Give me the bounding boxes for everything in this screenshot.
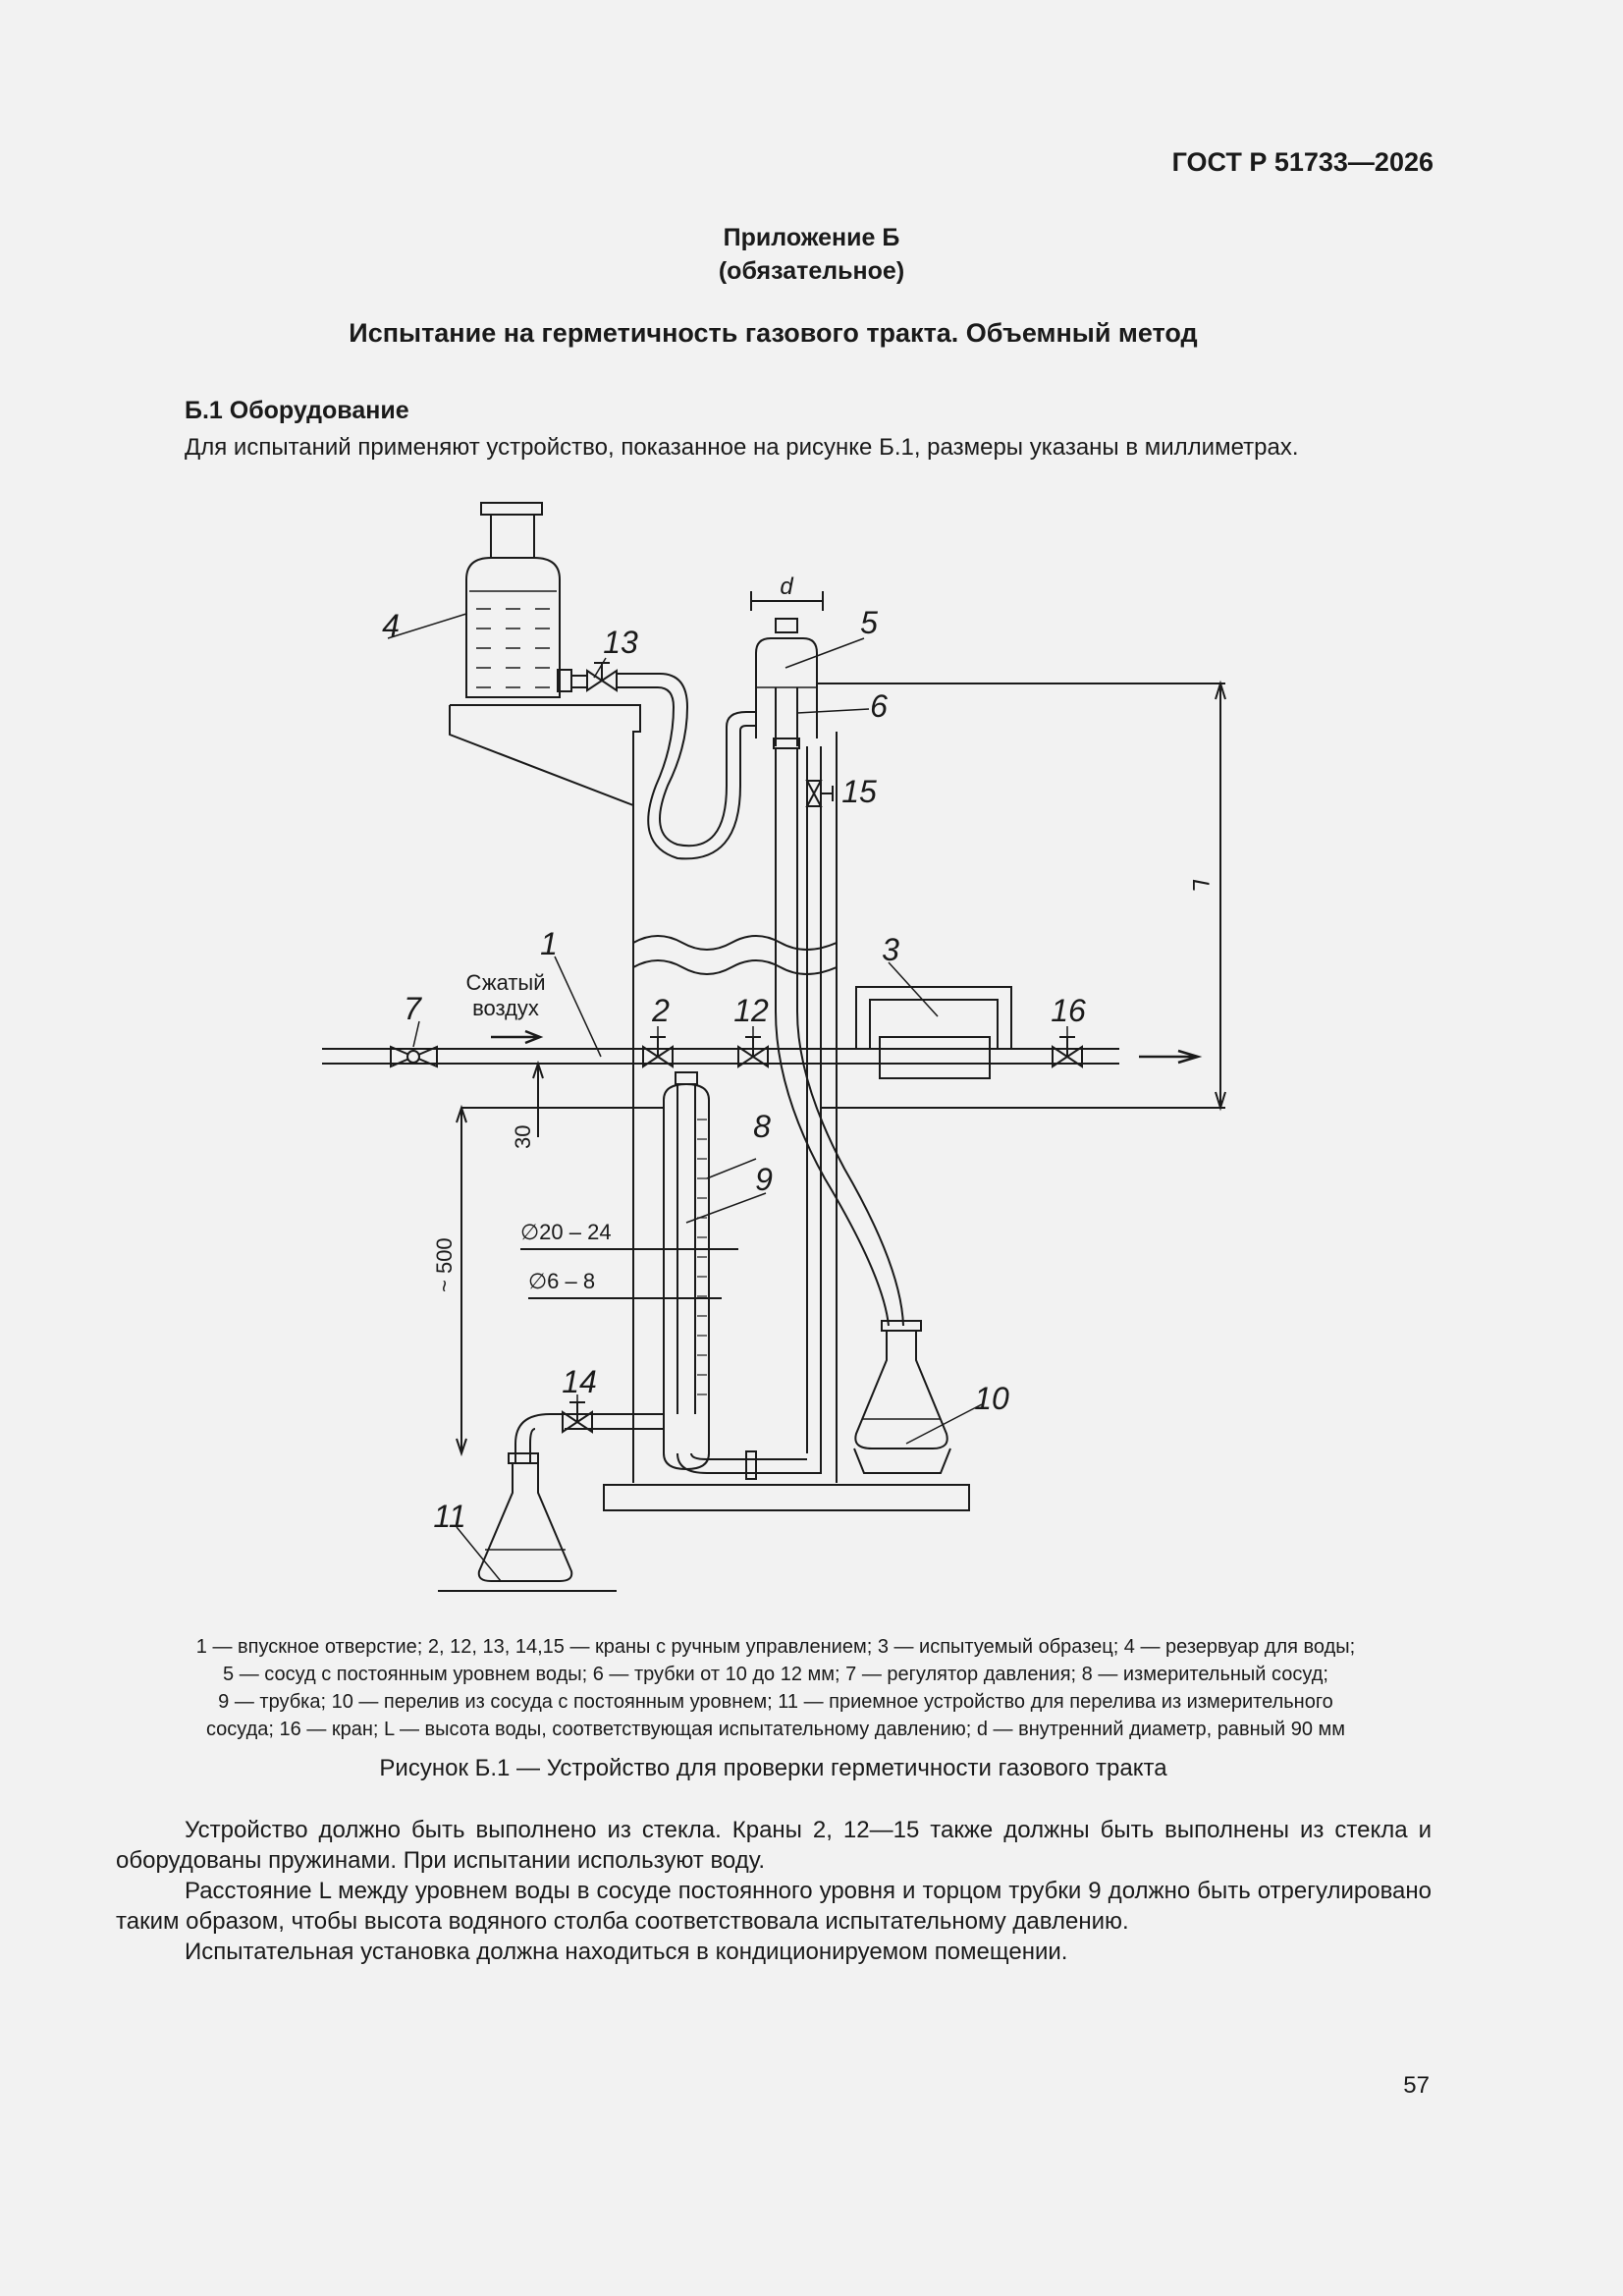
label-8: 8 [753, 1109, 771, 1144]
reservoir-cap [481, 503, 542, 515]
label-7: 7 [404, 991, 421, 1026]
figure-legend [108, 1633, 1443, 1743]
stand-base [604, 1485, 969, 1510]
reservoir-body [466, 558, 560, 697]
dim-30-label: 30 [511, 1124, 535, 1149]
figure-caption: Рисунок Б.1 — Устройство для проверки герметичности газового тракта [379, 1755, 1167, 1781]
outlet-arrow [1139, 1051, 1198, 1063]
dim-dia-inner-label: ∅6 – 8 [528, 1269, 596, 1293]
section-title: Испытание на герметичность газового тракта. Объемный метод [349, 318, 1198, 348]
figure-b1-diagram [295, 491, 1276, 1601]
hose-13 [617, 674, 756, 846]
dim-dia-outer-label: ∅20 – 24 [520, 1220, 612, 1244]
label-13: 13 [603, 625, 638, 660]
flask-11 [479, 1463, 572, 1581]
reservoir-water [469, 591, 557, 687]
air-label-line1: Сжатый [465, 970, 546, 995]
label-9: 9 [755, 1162, 773, 1197]
dim-500-label: ~ 500 [432, 1237, 457, 1292]
label-12: 12 [733, 993, 769, 1028]
test-specimen-box [880, 1037, 990, 1078]
body-text [116, 1815, 1432, 1967]
label-3: 3 [882, 932, 899, 967]
label-14: 14 [562, 1364, 597, 1399]
legend-line: 1 — впускное отверстие; 2, 12, 13, 14,15 — краны с ручным управлением; 3 — испытуемый образец; 4 — резервуар для воды; [195, 1636, 1356, 1658]
air-inlet-arrow [491, 1031, 540, 1043]
body-paragraph-2: Расстояние L между уровнем воды в сосуде постоянного уровня и торцом трубки 9 должно быть отрегулировано таким образом, чтобы высота водяного столба соответствовала испытательному давлению. [116, 1878, 1432, 1935]
reservoir-neck [491, 515, 534, 558]
flask-10 [855, 1331, 947, 1449]
label-10: 10 [974, 1381, 1009, 1416]
subsection-intro: Для испытаний применяют устройство, показанное на рисунке Б.1, размеры указаны в миллиметрах. [185, 434, 1299, 461]
break-line-lower [633, 960, 837, 974]
label-5: 5 [860, 605, 878, 640]
document-code: ГОСТ Р 51733—2026 [1171, 147, 1434, 177]
label-15: 15 [841, 774, 877, 809]
vessel-5-cap [776, 619, 797, 632]
dim-d-label: d [780, 574, 793, 600]
subsection-title: Б.1 Оборудование [185, 397, 409, 424]
label-11: 11 [433, 1499, 466, 1534]
vessel-5-body [756, 638, 817, 738]
label-16: 16 [1051, 993, 1086, 1028]
page-number: 57 [1403, 2072, 1430, 2099]
legend-line: сосуда; 16 — кран; L — высота воды, соответствующая испытательному давлению; d — внутренний диаметр, равный 90 мм [205, 1719, 1346, 1740]
label-2: 2 [652, 993, 670, 1028]
legend-line: 5 — сосуд с постоянным уровнем воды; 6 — трубки от 10 до 12 мм; 7 — регулятор давления; 8 — измерительный сосуд; [223, 1664, 1328, 1685]
label-4: 4 [382, 608, 400, 643]
annex-status: (обязательное) [718, 257, 905, 285]
label-1: 1 [540, 926, 558, 961]
annex-title: Приложение Б [723, 224, 900, 251]
body-paragraph-3: Испытательная установка должна находиться в кондиционируемом помещении. [185, 1939, 1068, 1965]
dim-L-label: L [1187, 879, 1214, 893]
stand-shelf [450, 705, 640, 1483]
air-label-line2: воздух [472, 996, 539, 1020]
break-line-upper [633, 936, 837, 950]
legend-line: 9 — трубка; 10 — перелив из сосуда с постоянным уровнем; 11 — приемное устройство для перелива из измерительного [218, 1691, 1333, 1713]
label-6: 6 [870, 688, 888, 724]
body-paragraph-1: Устройство должно быть выполнено из стекла. Краны 2, 12—15 также должны быть выполнены из стекла и оборудованы пружинами. При испытании используют воду. [116, 1817, 1432, 1874]
valve-15-icon [807, 781, 821, 806]
